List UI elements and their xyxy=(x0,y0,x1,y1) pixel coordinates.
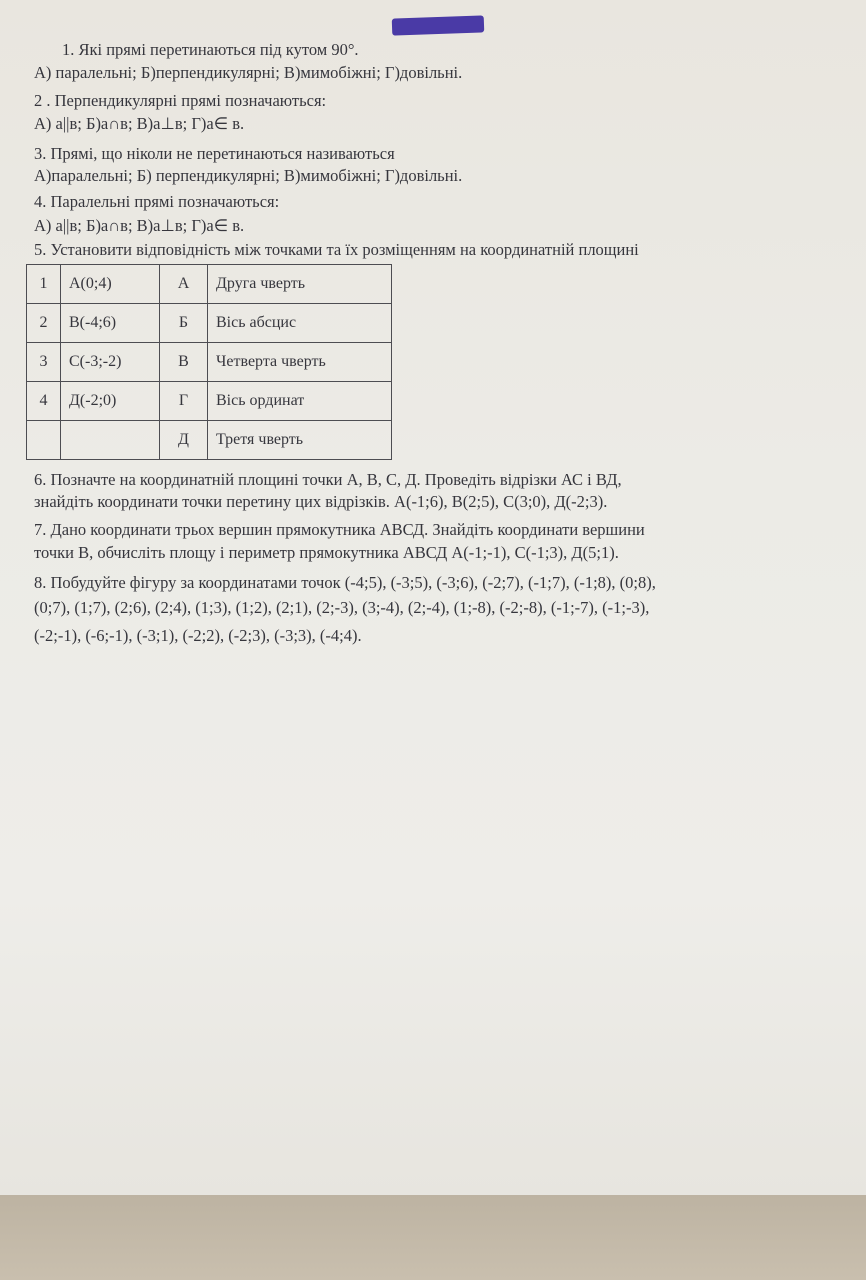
answer-letter: А xyxy=(160,265,208,304)
location-cell: Вісь абсцис xyxy=(208,304,392,343)
point-cell xyxy=(61,421,160,460)
table-row xyxy=(27,382,392,421)
answer-letter: Г xyxy=(160,382,208,421)
location-cell: Друга чверть xyxy=(208,265,392,304)
task-8-line-2: (0;7), (1;7), (2;6), (2;4), (1;3), (1;2), (2;1), (2;-3), (3;-4), (2;-4), (1;-8), (-2;-8), (-1;-7), (-1;-3), xyxy=(34,598,650,617)
question-4: 4. Паралельні прямі позначаються: xyxy=(34,192,280,211)
question-4-options: А) а||в; Б)а∩в; В)а⊥в; Г)а∈ в. xyxy=(34,216,245,235)
question-2-options: А) а||в; Б)а∩в; В)а⊥в; Г)а∈ в. xyxy=(34,114,245,133)
question-1: 1. Які прямі перетинаються під кутом 90°. xyxy=(62,40,359,59)
table-row xyxy=(27,421,392,460)
question-3-options: А)паралельні; Б) перпендикулярні; В)мимобіжні; Г)довільні. xyxy=(34,166,463,185)
point-cell: Д(-2;0) xyxy=(61,382,160,421)
point-cell: В(-4;6) xyxy=(61,304,160,343)
task-6-line-2: знайдіть координати точки перетину цих відрізків. А(-1;6), В(2;5), С(3;0), Д(-2;3). xyxy=(34,492,608,511)
location-cell: Четверта чверть xyxy=(208,343,392,382)
background-surface xyxy=(0,1195,866,1280)
row-number: 1 xyxy=(27,265,61,304)
task-7-line-1: 7. Дано координати трьох вершин прямокутника АВСД. Знайдіть координати вершини xyxy=(34,520,645,539)
row-number: 4 xyxy=(27,382,61,421)
row-number xyxy=(27,421,61,460)
task-6-line-1: 6. Позначте на координатній площині точки А, В, С, Д. Проведіть відрізки АС і ВД, xyxy=(34,470,622,489)
point-cell: С(-3;-2) xyxy=(61,343,160,382)
point-cell: А(0;4) xyxy=(61,265,160,304)
location-cell: Вісь ординат xyxy=(208,382,392,421)
location-cell: Третя чверть xyxy=(208,421,392,460)
matching-table xyxy=(26,264,392,460)
answer-letter: В xyxy=(160,343,208,382)
table-row xyxy=(27,304,392,343)
task-8-line-3: (-2;-1), (-6;-1), (-3;1), (-2;2), (-2;3), (-3;3), (-4;4). xyxy=(34,626,362,645)
table-row xyxy=(27,343,392,382)
question-3: 3. Прямі, що ніколи не перетинаються називаються xyxy=(34,144,395,163)
answer-letter: Б xyxy=(160,304,208,343)
question-5: 5. Установити відповідність між точками та їх розміщенням на координатній площині xyxy=(34,240,639,259)
answer-letter: Д xyxy=(160,421,208,460)
row-number: 2 xyxy=(27,304,61,343)
task-8-line-1: 8. Побудуйте фігуру за координатами точок (-4;5), (-3;5), (-3;6), (-2;7), (-1;7), (-1;8), (0;8), xyxy=(34,573,656,592)
task-7-line-2: точки В, обчисліть площу і периметр прямокутника АВСД А(-1;-1), С(-1;3), Д(5;1). xyxy=(34,543,619,562)
question-1-options: А) паралельні; Б)перпендикулярні; В)мимобіжні; Г)довільні. xyxy=(34,63,463,82)
table-row xyxy=(27,265,392,304)
redacted-header-mark xyxy=(392,15,485,35)
row-number: 3 xyxy=(27,343,61,382)
question-2: 2 . Перпендикулярні прямі позначаються: xyxy=(34,91,327,110)
